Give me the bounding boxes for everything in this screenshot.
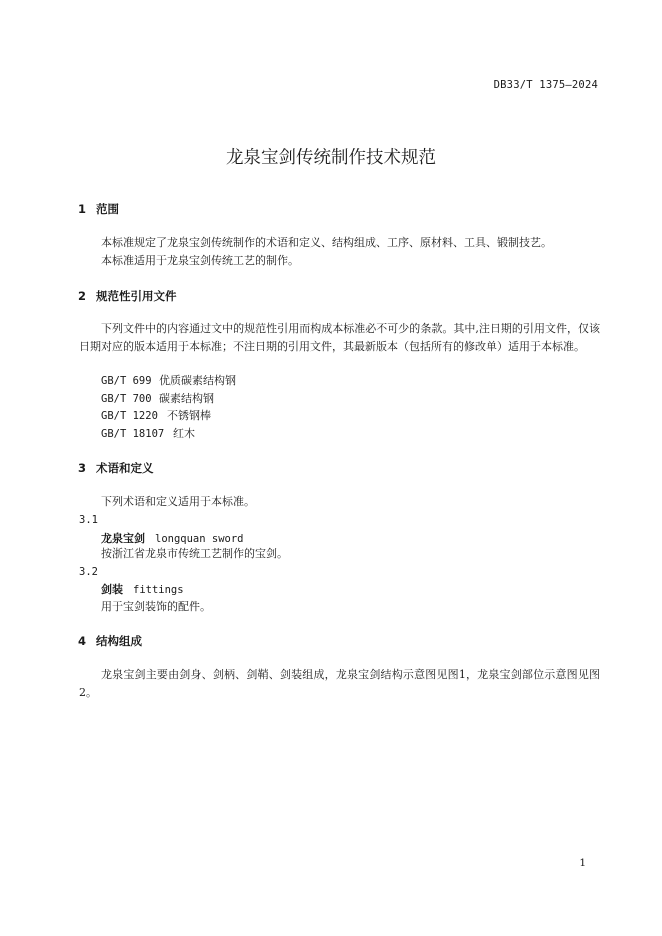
- term-heading: [101, 530, 244, 546]
- reference-name: 优质碳素结构钢: [159, 374, 236, 387]
- reference-code: GB/T 700: [101, 393, 152, 405]
- section-2-intro: 下列文件中的内容通过文中的规范性引用而构成本标准必不可少的条款。其中,注日期的引用文件，仅该日期对应的版本适用于本标准；不注日期的引用文件，其最新版本（包括所有的修改单）适用于本标准。: [79, 322, 600, 353]
- reference-item: [101, 407, 211, 425]
- section-2-title: 规范性引用文件: [96, 289, 177, 303]
- section-2-heading: [78, 288, 177, 304]
- term-definition: 按浙江省龙泉市传统工艺制作的宝剑。: [101, 547, 288, 560]
- term-definition: 用于宝剑装饰的配件。: [101, 600, 211, 613]
- section-3-heading: [78, 460, 154, 476]
- section-4-title: 结构组成: [96, 634, 142, 648]
- term-chinese: 龙泉宝剑: [101, 532, 145, 545]
- section-1-number: 1: [78, 202, 87, 216]
- reference-name: 碳素结构钢: [159, 392, 214, 405]
- reference-name: 红木: [173, 427, 195, 440]
- document-title: 龙泉宝剑传统制作技术规范: [226, 148, 436, 168]
- reference-code: GB/T 1220: [101, 410, 158, 422]
- section-4-number: 4: [78, 634, 87, 648]
- term-english: longquan sword: [155, 533, 244, 545]
- section-1-title: 范围: [96, 202, 119, 216]
- standard-number: DB33/T 1375—2024: [493, 79, 598, 91]
- section-1-heading: [78, 201, 119, 217]
- term-heading: [101, 581, 184, 597]
- reference-code: GB/T 699: [101, 375, 152, 387]
- reference-item: [101, 425, 195, 443]
- section-3-number: 3: [78, 461, 87, 475]
- term-number: 3.2: [79, 566, 98, 578]
- section-3-title: 术语和定义: [96, 461, 154, 475]
- section-4-heading: [78, 633, 142, 649]
- section-2-number: 2: [78, 289, 87, 303]
- reference-item: [101, 372, 236, 390]
- section-1-paragraph-2: 本标准适用于龙泉宝剑传统工艺的制作。: [101, 254, 299, 267]
- term-english: fittings: [133, 584, 184, 596]
- reference-name: 不锈钢棒: [167, 409, 211, 422]
- section-3-intro: 下列术语和定义适用于本标准。: [101, 495, 255, 508]
- term-chinese: 剑装: [101, 583, 123, 596]
- reference-code: GB/T 18107: [101, 428, 165, 440]
- section-1-paragraph-1: 本标准规定了龙泉宝剑传统制作的术语和定义、结构组成、工序、原材料、工具、锻制技艺。: [101, 236, 552, 249]
- term-number: 3.1: [79, 514, 98, 526]
- reference-item: [101, 390, 214, 408]
- page-number: 1: [579, 857, 586, 869]
- section-4-paragraph: 龙泉宝剑主要由剑身、剑柄、剑鞘、剑装组成，龙泉宝剑结构示意图见图1，龙泉宝剑部位示意图见图2。: [79, 668, 600, 699]
